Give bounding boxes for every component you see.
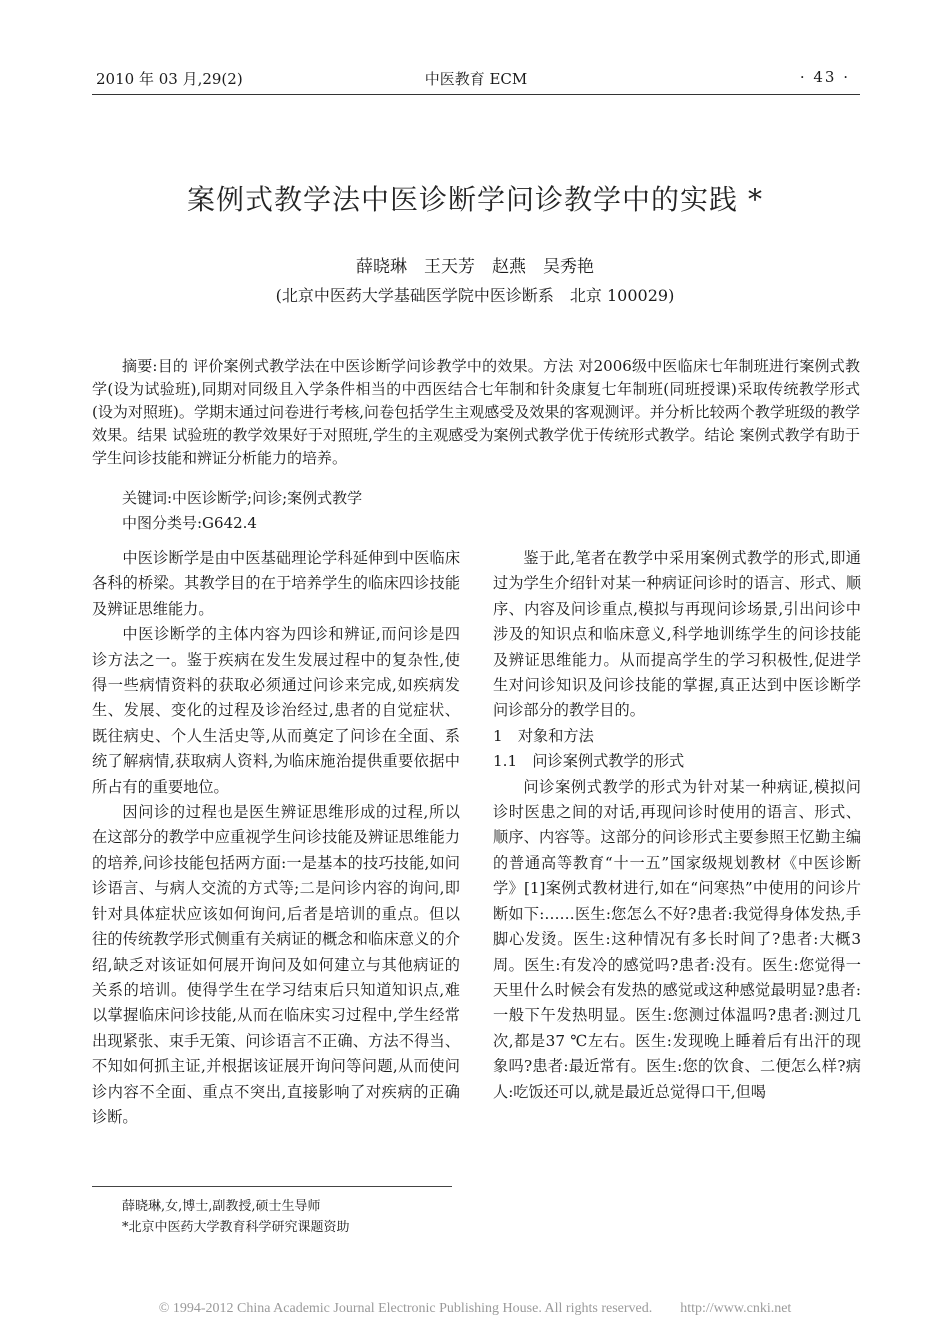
- left-column: [92, 546, 460, 1130]
- body-paragraph: 中医诊断学是由中医基础理论学科延伸到中医临床各科的桥梁。其教学目的在于培养学生的临床四诊技能及辨证思维能力。: [92, 549, 460, 618]
- funding-footnote: *北京中医药大学教育科学研究课题资助: [122, 1220, 350, 1235]
- body-paragraph: 因问诊的过程也是医生辨证思维形成的过程,所以在这部分的教学中应重视学生问诊技能及辨证思维能力的培养,问诊技能包括两方面:一是基本的技巧技能,如问诊语言、与病人交流的方式等;二是问诊内容的询问,即针对具体症状应该如何询问,后者是培训的重点。但以往的传统教学形式侧重有关病证的概念和临床意义的介绍,缺乏对该证如何展开询问及如何建立与其他病证的关系的培训。使得学生在学习结束后只知道知识点,难以掌握临床问诊技能,从而在临床实习过程中,学生经常出现紧张、束手无策、问诊语言不正确、方法不得当、不知如何抓主证,并根据该证展开询问等问题,从而使问诊内容不全面、重点不突出,直接影响了对疾病的正确诊断。: [92, 803, 460, 1126]
- footnotes: [122, 1196, 350, 1238]
- running-header: [92, 66, 860, 95]
- body-paragraph: 问诊案例式教学的形式为针对某一种病证,模拟问诊时医患之间的对话,再现问诊时使用的语言、形式、顺序、内容等。这部分的问诊形式主要参照王忆勤主编的普通高等教育“十一五”国家级规划教材《中医诊断学》[1]案例式教材进行,如在“问寒热”中使用的问诊片断如下:……医生:您怎么不好?患者:我觉得身体发热,手脚心发烫。医生:这种情况有多长时间了?患者:大概3周。医生:有发冷的感觉吗?患者:没有。医生:您觉得一天里什么时候会有发热的感觉或这种感觉最明显?患者:一般下午发热明显。医生:您测过体温吗?患者:测过几次,都是37 ℃左右。医生:发现晚上睡着后有出汗的现象吗?患者:最近常有。医生:您的饮食、二便怎么样?病人:吃饭还可以,就是最近总觉得口干,但喝: [493, 777, 861, 1101]
- page-number: · 43 ·: [799, 68, 850, 86]
- right-column: [493, 546, 861, 1105]
- clc-number: 中图分类号:G642.4: [122, 514, 257, 532]
- footnote-rule: [92, 1186, 452, 1187]
- section-heading: 1 对象和方法: [493, 726, 594, 745]
- abstract: [92, 355, 860, 470]
- copyright-watermark: © 1994-2012 China Academic Journal Electronic Publishing House. All rights reserved. http://www.cnki.net: [158, 1301, 792, 1316]
- subsection-heading: 1.1 问诊案例式教学的形式: [493, 752, 685, 771]
- affiliation: (北京中医药大学基础医学院中医诊断系 北京 100029): [275, 286, 675, 305]
- paper-title: 案例式教学法中医诊断学问诊教学中的实践 *: [187, 183, 763, 216]
- author-list: 薛晓琳 王天芳 赵燕 吴秀艳: [356, 257, 594, 277]
- body-paragraph: 中医诊断学的主体内容为四诊和辨证,而问诊是四诊方法之一。鉴于疾病在发生发展过程中的复杂性,使得一些病情资料的获取必须通过问诊来完成,如疾病发生、发展、变化的过程及诊治经过,患者的自觉症状、既往病史、个人生活史等,从而奠定了问诊在全面、系统了解病情,获取病人资料,为临床施治提供重要依据中所占有的重要地位。: [92, 625, 460, 796]
- author-footnote: 薛晓琳,女,博士,副教授,硕士生导师: [122, 1199, 321, 1214]
- journal-name: 中医教育 ECM: [424, 70, 528, 88]
- keywords: 关键词:中医诊断学;问诊;案例式教学: [122, 489, 363, 507]
- issue-info: 2010 年 03 月,29(2): [96, 70, 243, 88]
- abstract-text: 摘要:目的 评价案例式教学法在中医诊断学问诊教学中的效果。方法 对2006级中医临床七年制班进行案例式教学(设为试验班),同期对同级且入学条件相当的中西医结合七年制和针灸康复七年制班(同班授课)采取传统教学形式(设为对照班)。学期末通过问卷进行考核,问卷包括学生主观感受及效果的客观测评。并分析比较两个教学班级的教学效果。结果 试验班的教学效果好于对照班,学生的主观感受为案例式教学优于传统形式教学。结论 案例式教学有助于学生问诊技能和辨证分析能力的培养。: [92, 357, 860, 467]
- body-paragraph: 鉴于此,笔者在教学中采用案例式教学的形式,即通过为学生介绍针对某一种病证问诊时的语言、形式、顺序、内容及问诊重点,模拟与再现问诊场景,引出问诊中涉及的知识点和临床意义,科学地训练学生的问诊技能及辨证思维能力。从而提高学生的学习积极性,促进学生对问诊知识及问诊技能的掌握,真正达到中医诊断学问诊部分的教学目的。: [493, 549, 861, 720]
